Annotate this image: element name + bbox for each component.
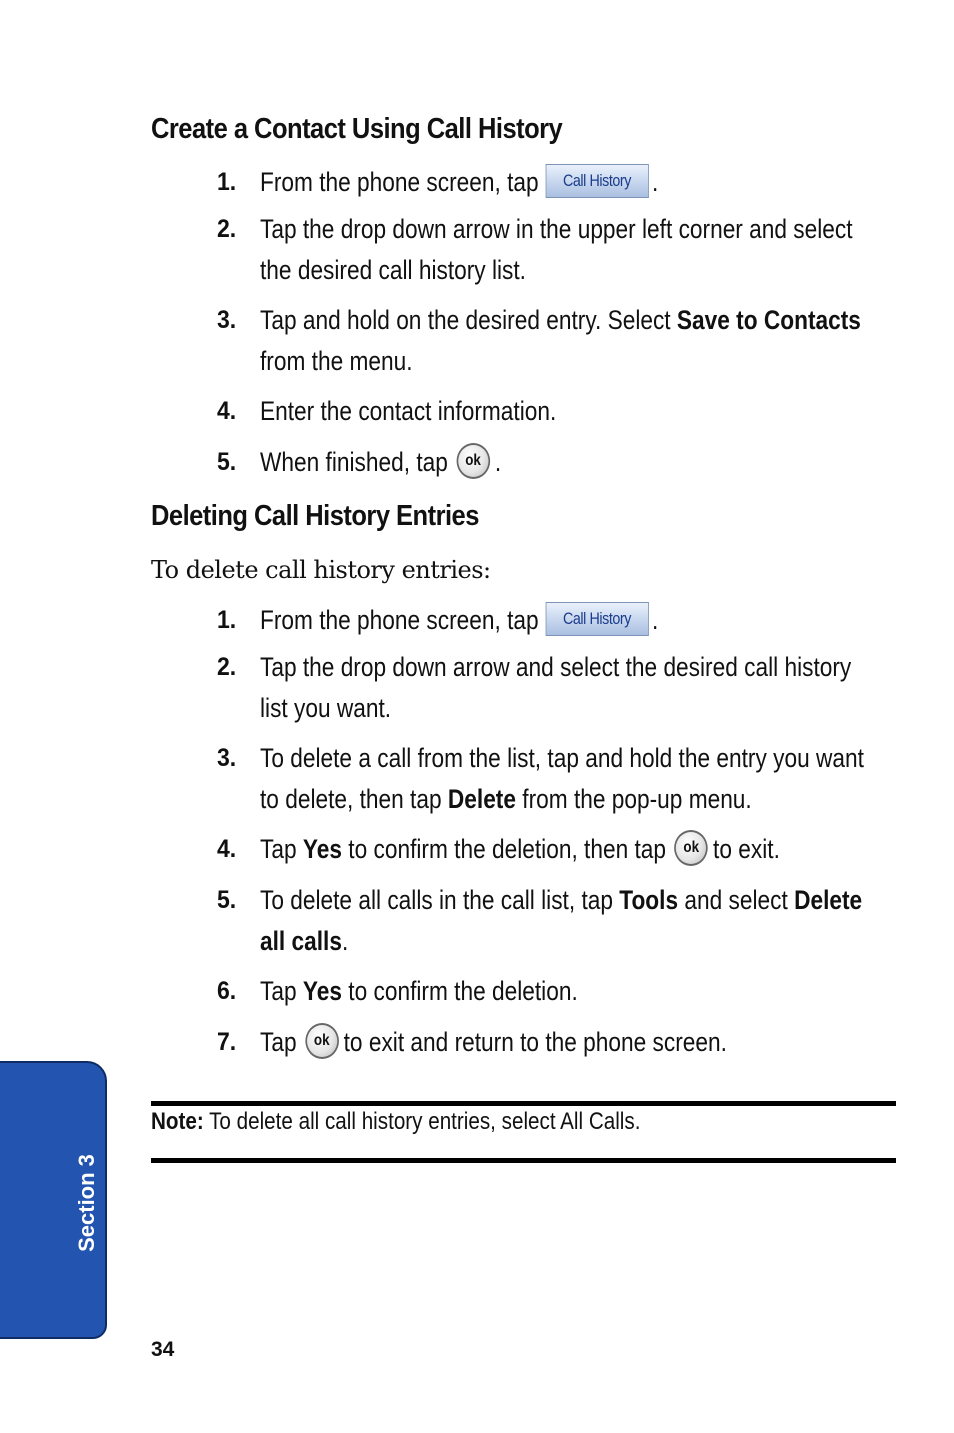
section-tab-label: Section 3	[74, 1154, 99, 1252]
step-text: When finished, tap ok .	[260, 442, 882, 483]
note-text: Note: To delete all call history entries, select All Calls.	[151, 1108, 641, 1135]
step-number: 2.	[217, 215, 237, 243]
step-number: 3.	[217, 306, 237, 334]
step-text: Tap ok to exit and return to the phone screen.	[260, 1022, 882, 1063]
step-number: 5.	[217, 886, 237, 914]
step-number: 1.	[217, 606, 237, 634]
ok-button-icon: ok	[456, 443, 490, 479]
step-text: Enter the contact information.	[260, 396, 557, 426]
note-rule-top	[151, 1101, 896, 1106]
step-text: To delete a call from the list, tap and hold the entry you want to delete, then tap Delete from the pop-up menu.	[260, 743, 864, 814]
step-text: Tap Yes to confirm the deletion.	[260, 976, 578, 1006]
step-text: Tap and hold on the desired entry. Select Save to Contacts from the menu.	[260, 305, 861, 376]
section-heading-create-contact: Create a Contact Using Call History	[151, 113, 563, 145]
step-number: 1.	[217, 168, 237, 196]
page-number: 34	[151, 1338, 175, 1361]
step-number: 3.	[217, 744, 237, 772]
step-number: 2.	[217, 653, 237, 681]
section-heading-delete-entries: Deleting Call History Entries	[151, 500, 479, 532]
step-text: From the phone screen, tap Call History .	[260, 600, 882, 641]
step-text: Tap the drop down arrow and select the desired call history list you want.	[260, 652, 852, 723]
step-number: 6.	[217, 977, 237, 1005]
note-rule-bottom	[151, 1158, 896, 1163]
step-number: 5.	[217, 448, 237, 476]
step-number: 7.	[217, 1028, 237, 1056]
step-number: 4.	[217, 397, 237, 425]
step-number: 4.	[217, 835, 237, 863]
intro-text: To delete call history entries:	[151, 556, 491, 584]
step-text: Tap Yes to confirm the deletion, then tap ok to exit.	[260, 829, 882, 870]
step-text: From the phone screen, tap Call History .	[260, 162, 882, 203]
call-history-button-icon: Call History	[545, 602, 648, 636]
ok-button-icon: ok	[305, 1023, 339, 1059]
call-history-button-icon: Call History	[545, 164, 648, 198]
step-text: Tap the drop down arrow in the upper left corner and select the desired call history list.	[260, 214, 853, 285]
ok-button-icon: ok	[674, 830, 708, 866]
step-text: To delete all calls in the call list, tap Tools and select Delete all calls.	[260, 885, 863, 956]
